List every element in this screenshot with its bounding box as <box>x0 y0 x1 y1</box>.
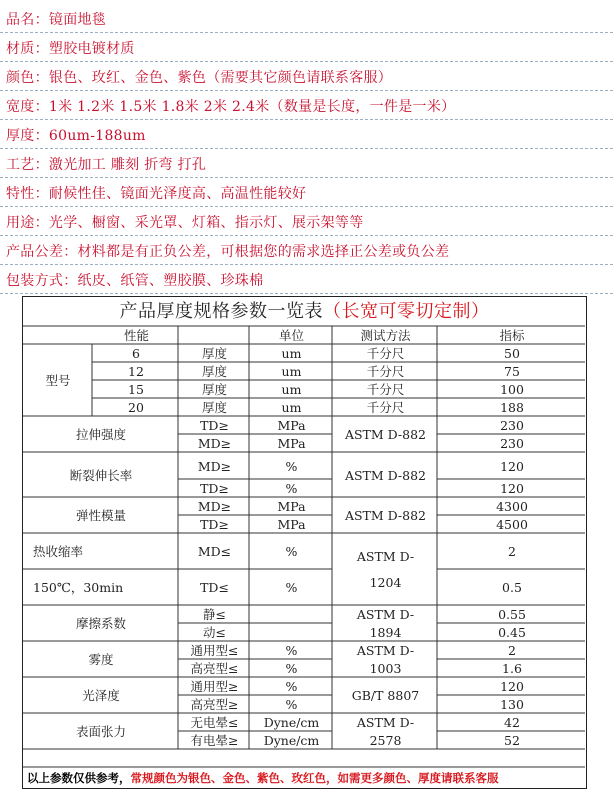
header-property: 性能 <box>123 328 149 343</box>
haze-method-line2: 1003 <box>369 661 402 676</box>
model-size: 12 <box>128 364 144 379</box>
model-value: 100 <box>500 382 524 397</box>
friction-dir: 静≤ <box>203 607 226 622</box>
gloss-value: 120 <box>500 679 524 694</box>
spec-line-text: 包装方式：纸皮、纸管、塑胶膜、珍珠棉 <box>6 273 264 289</box>
tensile-value: 230 <box>500 418 524 433</box>
shrink-method-line2: 1204 <box>369 575 402 590</box>
spec-divider <box>0 31 613 33</box>
tensile-unit: MPa <box>277 436 306 451</box>
shrink-value: 2 <box>508 544 516 559</box>
spec-line <box>0 36 613 62</box>
elongation-value: 120 <box>500 458 524 474</box>
gloss-dir: 通用型≥ <box>190 679 239 694</box>
spec-line-text: 产品公差：材料都是有正负公差，可根据您的需求选择正公差或负公差 <box>6 244 450 260</box>
elongation-unit: % <box>285 481 298 496</box>
haze-value: 2 <box>508 643 516 658</box>
haze-dir: 高亮型≤ <box>190 661 239 676</box>
shrink-value: 0.5 <box>502 580 522 595</box>
gloss-unit: % <box>285 697 298 712</box>
spec-line <box>0 181 613 207</box>
tension-method <box>333 714 438 750</box>
tension-value: 42 <box>504 715 520 730</box>
modulus-unit: MPa <box>277 499 306 514</box>
friction-method-line1: ASTM D- <box>356 607 415 622</box>
friction-method-line2: 1894 <box>369 625 402 640</box>
gloss-method: GB/T 8807 <box>351 688 420 703</box>
model-size: 20 <box>128 400 144 415</box>
haze-unit: % <box>285 661 298 676</box>
tension-dir: 有电晕≥ <box>190 733 239 748</box>
model-size: 6 <box>132 346 140 361</box>
gloss-unit: % <box>285 679 298 694</box>
model-item: 厚度 <box>201 346 227 361</box>
tensile-dir: MD≥ <box>197 436 232 451</box>
model-value: 75 <box>504 364 520 379</box>
shrink-label: 热收缩率 <box>33 544 84 559</box>
header-value: 指标 <box>499 328 525 343</box>
gloss-dir: 高亮型≥ <box>190 697 239 712</box>
friction-value: 0.45 <box>498 625 526 640</box>
tension-value: 52 <box>504 733 520 748</box>
tensile-value: 230 <box>500 436 524 451</box>
haze-method <box>333 642 438 678</box>
spec-line-text: 颜色：银色、玫红、金色、紫色（需要其它颜色请联系客服） <box>6 70 393 86</box>
elongation-dir: MD≥ <box>197 458 232 474</box>
friction-value: 0.55 <box>498 607 526 622</box>
spec-line-text: 材质：塑胶电镀材质 <box>6 41 135 57</box>
model-value: 50 <box>504 346 520 361</box>
table-footnote <box>23 768 586 788</box>
shrink-method-line1: ASTM D- <box>356 549 415 564</box>
tensile-dir: TD≥ <box>200 418 229 433</box>
shrink-unit: % <box>285 580 298 595</box>
tensile-method: ASTM D-882 <box>344 427 427 442</box>
elongation-value: 120 <box>500 481 524 496</box>
spec-divider <box>0 118 613 120</box>
model-method: 千分尺 <box>366 400 405 415</box>
spec-line <box>0 123 613 149</box>
friction-dir: 动≤ <box>203 625 226 640</box>
modulus-unit: MPa <box>277 517 306 532</box>
shrink-dir: MD≤ <box>197 544 232 559</box>
haze-method-line1: ASTM D- <box>356 643 415 658</box>
modulus-dir: MD≥ <box>197 499 232 514</box>
haze-unit: % <box>285 643 298 658</box>
spec-divider <box>0 89 613 91</box>
spec-divider <box>0 292 613 294</box>
model-value: 188 <box>500 400 524 415</box>
footnote-detail: 常规颜色为银色、金色、紫色、玫红色，如需更多颜色、厚度请联系客服 <box>130 771 499 785</box>
model-unit: um <box>281 400 302 415</box>
shrink-method <box>333 534 438 606</box>
header-method: 测试方法 <box>360 328 411 343</box>
spec-divider <box>0 147 613 149</box>
elongation-dir: TD≥ <box>200 481 229 496</box>
spec-line <box>0 7 613 33</box>
shrink-dir: TD≤ <box>200 580 229 595</box>
shrink-condition: 150℃，30min <box>33 580 124 595</box>
model-label: 型号 <box>45 373 71 388</box>
modulus-value: 4300 <box>496 499 528 514</box>
shrink-unit: % <box>285 544 298 559</box>
tension-method-line1: ASTM D- <box>356 715 415 730</box>
spec-line-text: 厚度：60um-188um <box>6 128 146 144</box>
model-method: 千分尺 <box>366 364 405 379</box>
spec-line <box>0 65 613 91</box>
model-method: 千分尺 <box>366 382 405 397</box>
tension-unit: Dyne/cm <box>263 715 320 730</box>
model-method: 千分尺 <box>366 346 405 361</box>
spec-divider <box>0 60 613 62</box>
tension-label: 表面张力 <box>75 724 126 739</box>
table-title-note: （长宽可零切定制） <box>323 301 490 322</box>
modulus-value: 4500 <box>496 517 528 532</box>
tension-unit: Dyne/cm <box>263 733 320 748</box>
spec-divider <box>0 234 613 236</box>
header-unit: 单位 <box>278 328 304 343</box>
tensile-unit: MPa <box>277 418 306 433</box>
elongation-unit: % <box>285 458 298 474</box>
table-title-main: 产品厚度规格参数一览表 <box>119 301 323 322</box>
model-item: 厚度 <box>201 364 227 379</box>
haze-label: 雾度 <box>88 652 114 667</box>
spec-line <box>0 268 613 294</box>
haze-value: 1.6 <box>502 661 522 676</box>
spec-line-text: 工艺：激光加工 雕刻 折弯 打孔 <box>6 157 207 173</box>
model-size: 15 <box>128 382 144 397</box>
model-unit: um <box>281 364 302 379</box>
modulus-dir: TD≥ <box>200 517 229 532</box>
spec-divider <box>0 205 613 207</box>
haze-dir: 通用型≤ <box>190 643 239 658</box>
gloss-label: 光泽度 <box>82 688 120 703</box>
gloss-value: 130 <box>500 697 524 712</box>
spec-line-text: 特性：耐候性佳、镜面光泽度高、高温性能较好 <box>6 186 307 202</box>
model-unit: um <box>281 382 302 397</box>
spec-line <box>0 152 613 178</box>
elongation-label: 断裂伸长率 <box>69 467 133 483</box>
spec-line <box>0 210 613 236</box>
spec-line <box>0 239 613 265</box>
model-item: 厚度 <box>201 382 227 397</box>
spec-divider <box>0 176 613 178</box>
modulus-method: ASTM D-882 <box>344 508 427 523</box>
elongation-method: ASTM D-882 <box>344 467 427 483</box>
tension-dir: 无电晕≤ <box>190 715 239 730</box>
modulus-label: 弹性模量 <box>75 508 126 523</box>
tensile-label: 拉伸强度 <box>75 427 126 442</box>
friction-label: 摩擦系数 <box>75 616 126 631</box>
spec-divider <box>0 263 613 265</box>
table-title <box>23 297 586 327</box>
spec-line-text: 用途：光学、橱窗、采光罩、灯箱、指示灯、展示架等等 <box>6 215 364 231</box>
spec-line-text: 宽度：1米 1.2米 1.5米 1.8米 2米 2.4米（数量是长度，一件是一米） <box>6 99 456 115</box>
spec-line <box>0 94 613 120</box>
spec-table <box>22 296 587 789</box>
spec-line-text: 品名：镜面地毯 <box>6 12 107 28</box>
tension-method-line2: 2578 <box>369 733 402 748</box>
footnote-lead: 以上参数仅供参考， <box>27 771 131 785</box>
model-unit: um <box>281 346 302 361</box>
model-item: 厚度 <box>201 400 227 415</box>
friction-method <box>333 606 438 642</box>
